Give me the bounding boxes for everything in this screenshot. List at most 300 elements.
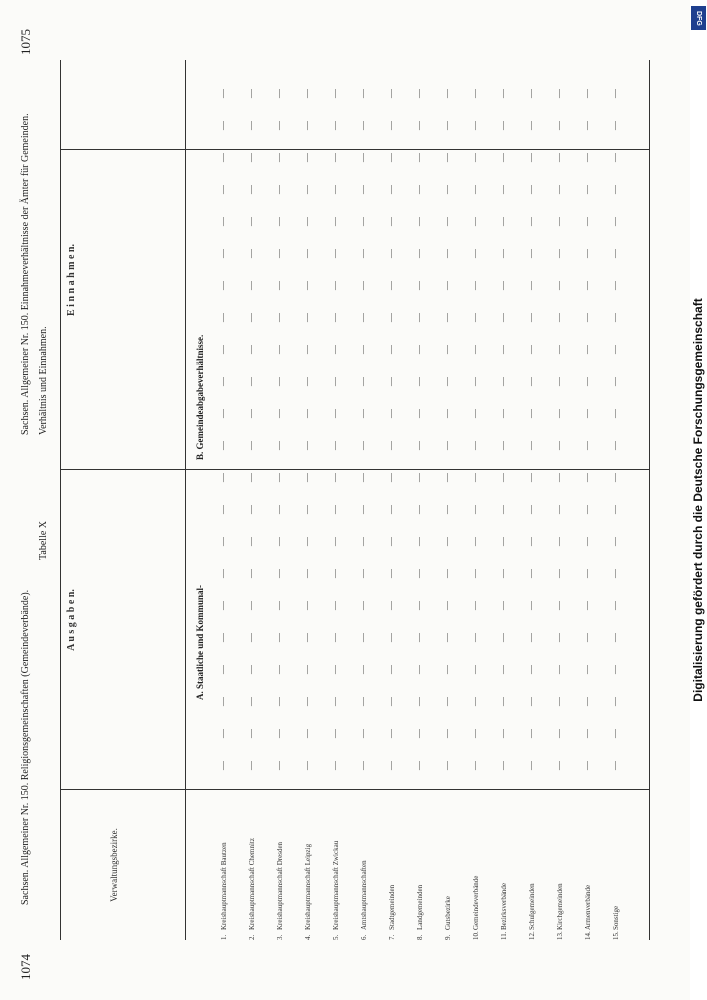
table-cell-blank: —	[610, 185, 620, 194]
table-cell-blank: —	[330, 505, 340, 514]
table-cell-blank: —	[218, 633, 228, 642]
table-cell-blank: —	[302, 697, 312, 706]
table-cell-blank: —	[526, 345, 536, 354]
table-row-number: 7.	[388, 934, 396, 940]
table-cell-blank: —	[526, 537, 536, 546]
table-cell-blank: —	[498, 665, 508, 674]
table-cell-blank: —	[470, 121, 480, 130]
table-cell-blank: —	[274, 377, 284, 386]
table-cell-blank: —	[610, 153, 620, 162]
table-cell-blank: —	[330, 89, 340, 98]
table-cell-blank: —	[442, 473, 452, 482]
table-cell-blank: —	[386, 345, 396, 354]
table-cell-blank: —	[330, 761, 340, 770]
table-cell-blank: —	[582, 377, 592, 386]
table-cell-blank: —	[274, 633, 284, 642]
table-row-label: Bezirksverbände	[500, 882, 508, 930]
table-cell-blank: —	[470, 761, 480, 770]
table-cell-blank: —	[218, 217, 228, 226]
table-cell-blank: —	[330, 313, 340, 322]
table-cell-blank: —	[330, 473, 340, 482]
table-cell-blank: —	[330, 185, 340, 194]
table-cell-blank: —	[358, 441, 368, 450]
table-cell-blank: —	[218, 697, 228, 706]
table-cell-blank: —	[218, 153, 228, 162]
table-cell-blank: —	[414, 313, 424, 322]
table-cell-blank: —	[246, 729, 256, 738]
table-cell-blank: —	[302, 313, 312, 322]
table-cell-blank: —	[442, 633, 452, 642]
funding-credit: Digitalisierung gefördert durch die Deutsche Forschungsgemeinschaft	[691, 298, 705, 702]
table-cell-blank: —	[218, 281, 228, 290]
table-cell-blank: —	[442, 665, 452, 674]
table-cell-blank: —	[218, 761, 228, 770]
table-cell-blank: —	[554, 537, 564, 546]
table-cell-blank: —	[442, 729, 452, 738]
table-cell-blank: —	[526, 441, 536, 450]
table-cell-blank: —	[470, 377, 480, 386]
table-cell-blank: —	[218, 569, 228, 578]
table-cell-blank: —	[246, 153, 256, 162]
column-divider	[60, 149, 650, 150]
table-cell-blank: —	[330, 537, 340, 546]
table-row-label: Amtshauptmannschaften	[360, 860, 368, 930]
table-cell-blank: —	[498, 281, 508, 290]
table-cell-blank: —	[274, 409, 284, 418]
left-table-label: Tabelle X	[38, 520, 49, 560]
table-cell-blank: —	[414, 121, 424, 130]
table-cell-blank: —	[414, 441, 424, 450]
table-row-label: Armenverbände	[584, 884, 592, 930]
table-cell-blank: —	[358, 665, 368, 674]
table-cell-blank: —	[610, 441, 620, 450]
table-cell-blank: —	[386, 761, 396, 770]
table-cell-blank: —	[302, 217, 312, 226]
table-cell-blank: —	[582, 473, 592, 482]
left-page-number: 1074	[18, 954, 33, 980]
table-cell-blank: —	[386, 89, 396, 98]
table-cell-blank: —	[218, 345, 228, 354]
table-cell-blank: —	[470, 473, 480, 482]
table-cell-blank: —	[218, 377, 228, 386]
table-cell-blank: —	[582, 89, 592, 98]
table-row-number: 13.	[556, 931, 564, 940]
table-cell-blank: —	[386, 697, 396, 706]
table-cell-blank: —	[386, 281, 396, 290]
table-cell-blank: —	[610, 601, 620, 610]
table-cell-blank: —	[470, 217, 480, 226]
table-row-label: Kreishauptmannschaft Zwickau	[332, 840, 340, 930]
table-cell-blank: —	[246, 601, 256, 610]
table-cell-blank: —	[582, 185, 592, 194]
table-cell-blank: —	[442, 441, 452, 450]
table-cell-blank: —	[330, 377, 340, 386]
table-header-rule	[185, 60, 186, 940]
right-subheader: Verhältnis und Einnahmen.	[38, 326, 49, 435]
table-cell-blank: —	[302, 153, 312, 162]
table-cell-blank: —	[218, 185, 228, 194]
table-cell-blank: —	[610, 761, 620, 770]
table-cell-blank: —	[526, 665, 536, 674]
table-cell-blank: —	[302, 185, 312, 194]
table-cell-blank: —	[442, 537, 452, 546]
table-cell-blank: —	[218, 729, 228, 738]
table-cell-blank: —	[386, 409, 396, 418]
table-cell-blank: —	[470, 89, 480, 98]
table-cell-blank: —	[582, 537, 592, 546]
table-cell-blank: —	[246, 281, 256, 290]
table-cell-blank: —	[218, 249, 228, 258]
table-cell-blank: —	[330, 729, 340, 738]
table-cell-blank: —	[414, 281, 424, 290]
table-cell-blank: —	[302, 665, 312, 674]
table-cell-blank: —	[554, 569, 564, 578]
table-cell-blank: —	[386, 729, 396, 738]
table-cell-blank: —	[302, 761, 312, 770]
table-cell-blank: —	[358, 633, 368, 642]
income-group-header: E i n n a h m e n.	[66, 244, 77, 316]
table-cell-blank: —	[386, 569, 396, 578]
table-cell-blank: —	[526, 633, 536, 642]
table-cell-blank: —	[414, 473, 424, 482]
table-cell-blank: —	[526, 121, 536, 130]
table-cell-blank: —	[498, 441, 508, 450]
table-cell-blank: —	[470, 281, 480, 290]
table-cell-blank: —	[554, 153, 564, 162]
table-cell-blank: —	[442, 249, 452, 258]
table-cell-blank: —	[358, 473, 368, 482]
table-cell-blank: —	[554, 505, 564, 514]
table-row-label: Kreishauptmannschaft Leipzig	[304, 843, 312, 930]
table-cell-blank: —	[274, 89, 284, 98]
table-cell-blank: —	[526, 569, 536, 578]
table-cell-blank: —	[302, 729, 312, 738]
table-cell-blank: —	[498, 601, 508, 610]
table-bottom-rule	[649, 60, 650, 940]
table-cell-blank: —	[526, 249, 536, 258]
table-cell-blank: —	[526, 601, 536, 610]
table-row-number: 12.	[528, 931, 536, 940]
table-cell-blank: —	[414, 505, 424, 514]
table-row-label: Schulgemeinden	[528, 883, 536, 930]
table-cell-blank: —	[274, 185, 284, 194]
table-cell-blank: —	[554, 121, 564, 130]
table-cell-blank: —	[470, 185, 480, 194]
table-cell-blank: —	[442, 505, 452, 514]
table-cell-blank: —	[554, 217, 564, 226]
table-cell-blank: —	[330, 153, 340, 162]
table-cell-blank: —	[498, 729, 508, 738]
table-cell-blank: —	[582, 121, 592, 130]
table-cell-blank: —	[554, 345, 564, 354]
table-cell-blank: —	[610, 473, 620, 482]
table-cell-blank: —	[218, 313, 228, 322]
table-row-number: 8.	[416, 934, 424, 940]
table-row-number: 2.	[248, 934, 256, 940]
table-cell-blank: —	[358, 249, 368, 258]
table-cell-blank: —	[554, 601, 564, 610]
table-row-number: 5.	[332, 934, 340, 940]
table-cell-blank: —	[386, 153, 396, 162]
table-cell-blank: —	[386, 185, 396, 194]
table-cell-blank: —	[246, 409, 256, 418]
table-cell-blank: —	[218, 665, 228, 674]
table-cell-blank: —	[582, 249, 592, 258]
table-cell-blank: —	[274, 697, 284, 706]
table-cell-blank: —	[414, 185, 424, 194]
table-cell-blank: —	[498, 345, 508, 354]
expenses-group-header: A u s g a b e n.	[66, 589, 77, 651]
table-cell-blank: —	[330, 633, 340, 642]
table-row-label: Kirchgemeinden	[556, 883, 564, 930]
table-cell-blank: —	[554, 409, 564, 418]
table-row-number: 15.	[612, 931, 620, 940]
column-divider	[60, 789, 650, 790]
table-cell-blank: —	[470, 729, 480, 738]
table-cell-blank: —	[498, 121, 508, 130]
table-cell-blank: —	[246, 185, 256, 194]
side-banner	[690, 0, 707, 1000]
table-row-label: Kreishauptmannschaft Chemnitz	[248, 838, 256, 930]
table-cell-blank: —	[554, 441, 564, 450]
table-row-label: Kreishauptmannschaft Dresden	[276, 841, 284, 930]
table-cell-blank: —	[274, 217, 284, 226]
table-cell-blank: —	[442, 89, 452, 98]
table-cell-blank: —	[246, 377, 256, 386]
table-cell-blank: —	[246, 761, 256, 770]
statistics-table	[60, 60, 650, 940]
table-cell-blank: —	[246, 505, 256, 514]
table-row-label: Kreishauptmannschaft Bautzen	[220, 842, 228, 930]
table-cell-blank: —	[246, 121, 256, 130]
table-cell-blank: —	[274, 569, 284, 578]
left-page-header: Sachsen. Allgemeiner Nr. 150. Religionsgemeinschaften (Gemeindeverbände).	[20, 589, 31, 905]
table-cell-blank: —	[442, 217, 452, 226]
table-cell-blank: —	[302, 249, 312, 258]
table-cell-blank: —	[274, 121, 284, 130]
table-cell-blank: —	[330, 441, 340, 450]
table-cell-blank: —	[582, 281, 592, 290]
dfg-logo: DFG	[691, 6, 706, 30]
table-cell-blank: —	[498, 185, 508, 194]
table-cell-blank: —	[414, 89, 424, 98]
table-cell-blank: —	[386, 121, 396, 130]
table-cell-blank: —	[442, 345, 452, 354]
table-cell-blank: —	[218, 537, 228, 546]
table-cell-blank: —	[526, 729, 536, 738]
table-cell-blank: —	[554, 185, 564, 194]
table-cell-blank: —	[582, 313, 592, 322]
table-cell-blank: —	[274, 665, 284, 674]
table-cell-blank: —	[498, 473, 508, 482]
table-cell-blank: —	[246, 89, 256, 98]
table-cell-blank: —	[274, 281, 284, 290]
table-cell-blank: —	[414, 601, 424, 610]
table-cell-blank: —	[442, 601, 452, 610]
table-cell-blank: —	[442, 313, 452, 322]
table-cell-blank: —	[442, 761, 452, 770]
table-cell-blank: —	[414, 217, 424, 226]
table-cell-blank: —	[526, 89, 536, 98]
table-cell-blank: —	[610, 729, 620, 738]
table-cell-blank: —	[610, 89, 620, 98]
column-divider	[60, 469, 650, 470]
table-cell-blank: —	[498, 697, 508, 706]
table-cell-blank: —	[526, 409, 536, 418]
table-cell-blank: —	[274, 473, 284, 482]
table-cell-blank: —	[246, 345, 256, 354]
table-cell-blank: —	[582, 665, 592, 674]
table-cell-blank: —	[526, 505, 536, 514]
table-cell-blank: —	[526, 313, 536, 322]
table-cell-blank: —	[330, 601, 340, 610]
table-cell-blank: —	[526, 185, 536, 194]
table-cell-blank: —	[498, 249, 508, 258]
table-cell-blank: —	[358, 601, 368, 610]
table-cell-blank: —	[498, 313, 508, 322]
table-cell-blank: —	[386, 441, 396, 450]
table-row-label: Gemeindeverbände	[472, 875, 480, 930]
table-cell-blank: —	[498, 153, 508, 162]
table-cell-blank: —	[274, 345, 284, 354]
table-cell-blank: —	[358, 761, 368, 770]
table-cell-blank: —	[582, 441, 592, 450]
table-cell-blank: —	[610, 377, 620, 386]
right-page-number: 1075	[18, 29, 33, 55]
table-cell-blank: —	[358, 377, 368, 386]
table-cell-blank: —	[610, 281, 620, 290]
table-cell-blank: —	[414, 729, 424, 738]
table-cell-blank: —	[414, 249, 424, 258]
table-cell-blank: —	[302, 441, 312, 450]
table-cell-blank: —	[274, 441, 284, 450]
table-cell-blank: —	[554, 249, 564, 258]
table-cell-blank: —	[610, 665, 620, 674]
table-cell-blank: —	[386, 313, 396, 322]
table-cell-blank: —	[386, 601, 396, 610]
table-cell-blank: —	[246, 537, 256, 546]
table-cell-blank: —	[610, 537, 620, 546]
table-cell-blank: —	[442, 409, 452, 418]
table-cell-blank: —	[302, 537, 312, 546]
table-cell-blank: —	[414, 409, 424, 418]
table-cell-blank: —	[582, 633, 592, 642]
table-cell-blank: —	[330, 217, 340, 226]
table-cell-blank: —	[610, 697, 620, 706]
table-cell-blank: —	[386, 473, 396, 482]
table-cell-blank: —	[470, 153, 480, 162]
right-page-header: Sachsen. Allgemeiner Nr. 150. Einnahmeverhältnisse der Ämter für Gemeinden.	[20, 113, 31, 435]
table-cell-blank: —	[330, 697, 340, 706]
table-cell-blank: —	[610, 409, 620, 418]
table-cell-blank: —	[302, 569, 312, 578]
table-cell-blank: —	[358, 89, 368, 98]
table-cell-blank: —	[610, 569, 620, 578]
table-cell-blank: —	[302, 281, 312, 290]
table-cell-blank: —	[414, 537, 424, 546]
table-cell-blank: —	[414, 697, 424, 706]
table-cell-blank: —	[526, 697, 536, 706]
table-cell-blank: —	[358, 185, 368, 194]
table-cell-blank: —	[470, 249, 480, 258]
table-cell-blank: —	[330, 409, 340, 418]
table-cell-blank: —	[610, 249, 620, 258]
table-row-number: 14.	[584, 931, 592, 940]
table-cell-blank: —	[414, 569, 424, 578]
table-cell-blank: —	[582, 217, 592, 226]
table-cell-blank: —	[498, 569, 508, 578]
table-cell-blank: —	[386, 505, 396, 514]
table-cell-blank: —	[358, 569, 368, 578]
table-cell-blank: —	[302, 345, 312, 354]
table-cell-blank: —	[498, 633, 508, 642]
table-cell-blank: —	[218, 409, 228, 418]
table-cell-blank: —	[358, 505, 368, 514]
table-cell-blank: —	[554, 633, 564, 642]
table-cell-blank: —	[554, 313, 564, 322]
table-cell-blank: —	[246, 665, 256, 674]
table-cell-blank: —	[358, 217, 368, 226]
table-cell-blank: —	[246, 473, 256, 482]
table-cell-blank: —	[470, 697, 480, 706]
table-cell-blank: —	[330, 569, 340, 578]
table-cell-blank: —	[386, 633, 396, 642]
table-row-number: 4.	[304, 934, 312, 940]
table-cell-blank: —	[302, 89, 312, 98]
table-cell-blank: —	[302, 121, 312, 130]
table-row-number: 3.	[276, 934, 284, 940]
table-cell-blank: —	[358, 121, 368, 130]
section-a-title: A. Staatliche und Kommunal-	[195, 584, 205, 700]
table-cell-blank: —	[610, 217, 620, 226]
table-cell-blank: —	[582, 409, 592, 418]
table-cell-blank: —	[274, 729, 284, 738]
table-cell-blank: —	[274, 153, 284, 162]
table-cell-blank: —	[610, 505, 620, 514]
table-row-number: 9.	[444, 934, 452, 940]
table-cell-blank: —	[610, 121, 620, 130]
table-cell-blank: —	[218, 473, 228, 482]
table-cell-blank: —	[442, 153, 452, 162]
table-cell-blank: —	[302, 505, 312, 514]
table-cell-blank: —	[414, 345, 424, 354]
table-cell-blank: —	[554, 697, 564, 706]
table-cell-blank: —	[526, 377, 536, 386]
table-cell-blank: —	[442, 569, 452, 578]
table-cell-blank: —	[246, 217, 256, 226]
table-cell-blank: —	[302, 409, 312, 418]
table-row-label: Landgemeinden	[416, 884, 424, 930]
table-cell-blank: —	[330, 281, 340, 290]
table-cell-blank: —	[246, 441, 256, 450]
table-cell-blank: —	[554, 377, 564, 386]
table-cell-blank: —	[246, 249, 256, 258]
table-cell-blank: —	[582, 761, 592, 770]
table-cell-blank: —	[582, 601, 592, 610]
table-cell-blank: —	[330, 121, 340, 130]
table-cell-blank: —	[386, 665, 396, 674]
table-cell-blank: —	[554, 729, 564, 738]
table-cell-blank: —	[246, 697, 256, 706]
table-cell-blank: —	[442, 281, 452, 290]
table-cell-blank: —	[414, 377, 424, 386]
table-row-number: 6.	[360, 934, 368, 940]
table-cell-blank: —	[358, 313, 368, 322]
table-cell-blank: —	[302, 473, 312, 482]
table-cell-blank: —	[498, 409, 508, 418]
table-cell-blank: —	[358, 153, 368, 162]
table-cell-blank: —	[442, 377, 452, 386]
